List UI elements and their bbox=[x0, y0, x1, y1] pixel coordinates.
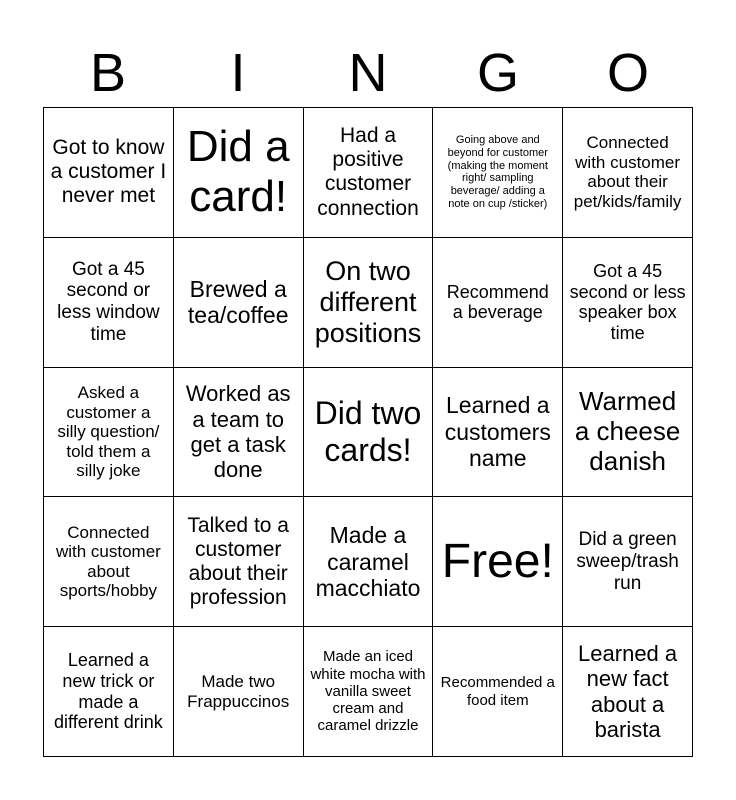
header-letter-o: O bbox=[606, 43, 649, 103]
bingo-cell-text: Connected with customer about sports/hobby bbox=[55, 522, 161, 601]
bingo-cell-r2-c5[interactable] bbox=[563, 238, 693, 368]
bingo-cell-text: Learned a customers name bbox=[444, 392, 551, 472]
bingo-cell-text: Free! bbox=[441, 535, 554, 589]
bingo-cell-r5-c5[interactable] bbox=[563, 627, 693, 757]
bingo-cell-text: Learned a new trick or made a different drink bbox=[54, 650, 163, 733]
bingo-cell-text: Got a 45 second or less speaker box time bbox=[569, 260, 686, 343]
bingo-cell-text: Did two cards! bbox=[314, 395, 422, 468]
bingo-cell-r1-c5[interactable] bbox=[563, 108, 693, 238]
bingo-cell-r3-c2[interactable] bbox=[174, 368, 304, 498]
bingo-cell-text: Brewed a tea/coffee bbox=[187, 275, 289, 329]
bingo-cell-text: Had a positive customer connection bbox=[317, 124, 419, 220]
bingo-cell-r1-c4[interactable] bbox=[433, 108, 563, 238]
bingo-cell-r2-c3[interactable] bbox=[304, 238, 434, 368]
header-letter-n: N bbox=[348, 43, 388, 103]
bingo-cell-r4-c2[interactable] bbox=[174, 497, 304, 627]
bingo-cell-text: Worked as a team to get a task done bbox=[185, 381, 291, 483]
bingo-cell-r3-c5[interactable] bbox=[563, 368, 693, 498]
bingo-board bbox=[43, 107, 693, 757]
bingo-cell-text: Got a 45 second or less window time bbox=[57, 258, 160, 346]
bingo-cell-r5-c2[interactable] bbox=[174, 627, 304, 757]
bingo-cell-r4-c5[interactable] bbox=[563, 497, 693, 627]
bingo-cell-text: Learned a new fact about a barista bbox=[578, 641, 678, 742]
bingo-cell-text: Recommended a food item bbox=[440, 674, 555, 709]
bingo-cell-r2-c2[interactable] bbox=[174, 238, 304, 368]
header-letter-b: B bbox=[89, 43, 127, 103]
bingo-cell-r2-c1[interactable] bbox=[44, 238, 174, 368]
bingo-cell-text: Talked to a customer about their profession bbox=[187, 513, 289, 609]
bingo-cell-text: Warmed a cheese danish bbox=[574, 386, 681, 476]
bingo-cell-text: Recommend a beverage bbox=[446, 281, 549, 323]
bingo-cell-r4-c1[interactable] bbox=[44, 497, 174, 627]
bingo-cell-r4-c3[interactable] bbox=[304, 497, 434, 627]
bingo-cell-r3-c3[interactable] bbox=[304, 368, 434, 498]
bingo-cell-text: Made two Frappuccinos bbox=[187, 672, 290, 711]
bingo-cell-r4-c4[interactable] bbox=[433, 497, 563, 627]
bingo-cell-text: Going above and beyond for customer (making the moment right/ sampling beverage/ adding a note on cup /sticker) bbox=[447, 134, 548, 210]
bingo-cell-r1-c1[interactable] bbox=[44, 108, 174, 238]
bingo-cell-r3-c4[interactable] bbox=[433, 368, 563, 498]
header-letter-i: I bbox=[230, 43, 246, 103]
bingo-header bbox=[43, 38, 693, 108]
bingo-cell-text: Got to know a customer I never met bbox=[50, 136, 167, 208]
bingo-cell-text: Connected with customer about their pet/kids/family bbox=[573, 133, 682, 211]
bingo-cell-r5-c1[interactable] bbox=[44, 627, 174, 757]
bingo-cell-r5-c3[interactable] bbox=[304, 627, 434, 757]
bingo-cell-r2-c4[interactable] bbox=[433, 238, 563, 368]
bingo-cell-text: On two different positions bbox=[314, 255, 422, 348]
bingo-cell-text: Made a caramel macchiato bbox=[315, 522, 421, 601]
bingo-cell-text: Did a green sweep/trash run bbox=[576, 529, 679, 594]
bingo-cell-r5-c4[interactable] bbox=[433, 627, 563, 757]
bingo-cell-r1-c3[interactable] bbox=[304, 108, 434, 238]
bingo-cell-text: Made an iced white mocha with vanilla sweet cream and caramel drizzle bbox=[310, 648, 426, 735]
bingo-cell-r1-c2[interactable] bbox=[174, 108, 304, 238]
bingo-cell-r3-c1[interactable] bbox=[44, 368, 174, 498]
bingo-cell-text: Asked a customer a silly question/ told them a silly joke bbox=[57, 383, 160, 481]
header-letter-g: G bbox=[476, 43, 519, 103]
bingo-cell-text: Did a card! bbox=[186, 121, 290, 222]
